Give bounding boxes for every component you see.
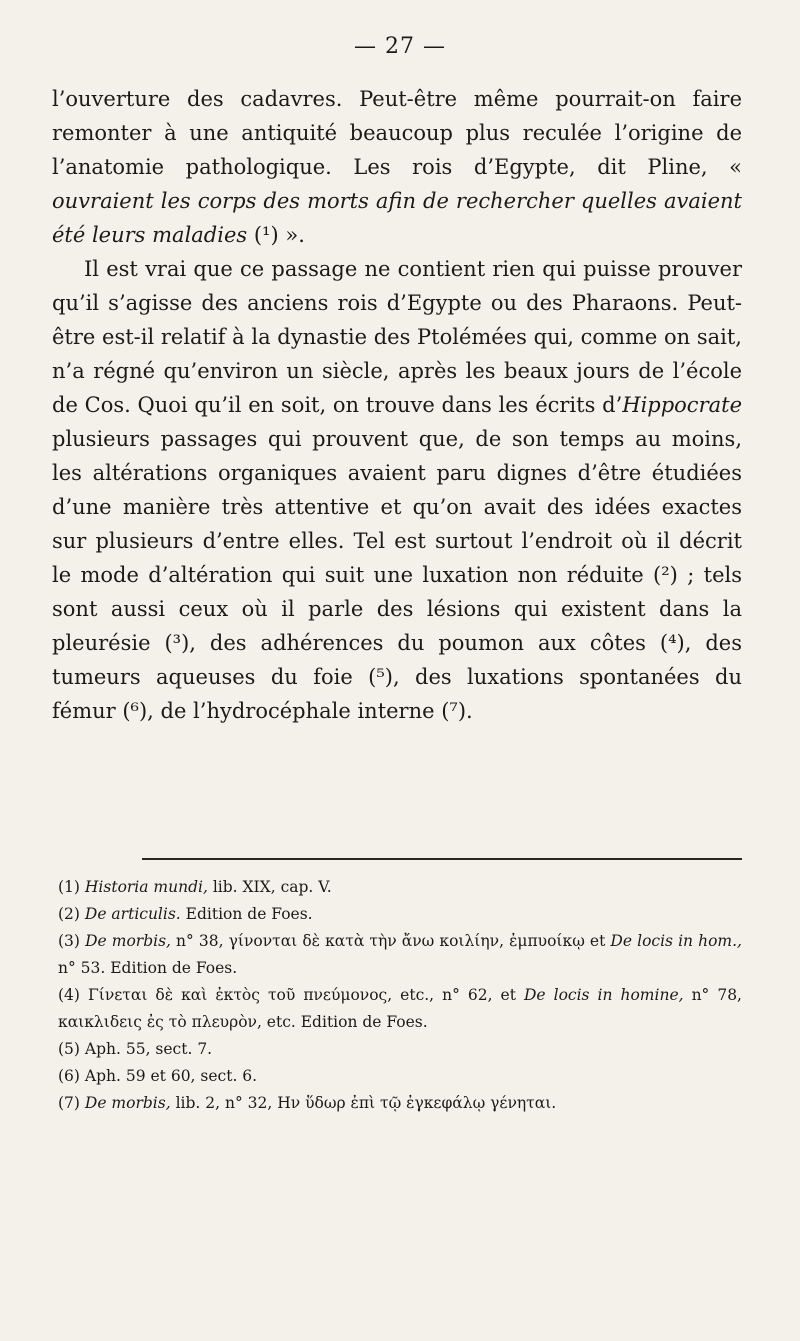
footnote-6: [58, 1063, 742, 1090]
footnote-mark: (3): [58, 932, 80, 950]
pliny-quote: ouvraient les corps des morts afin de rechercher quelles avaient été leurs maladies: [52, 189, 742, 247]
paragraph-1-end: ».: [278, 223, 305, 247]
paragraph-2-text: Il est vrai que ce passage ne contient rien qui puisse prouver qu’il s’agisse des anciens rois d’Egypte ou des Pharaons. Peut-être est-il relatif à la dynastie des Ptolémées qui, comme on sait, n’a régné qu’environ un siècle, après les beaux jours de l’école de Cos. Quoi qu’il en soit, on trouve dans les écrits d’: [52, 257, 742, 417]
footnote-divider: [142, 858, 742, 860]
footnote-mark: (5): [58, 1040, 80, 1058]
main-text: [52, 82, 742, 728]
footnote-ref-1: (¹): [253, 223, 279, 247]
footnote-title: De locis in hom.,: [610, 932, 742, 950]
footnote-mark: (1): [58, 878, 80, 896]
paragraph-1: [52, 82, 742, 252]
footnote-4: [58, 982, 742, 1036]
footnote-mark: (7): [58, 1094, 80, 1112]
footnote-text: lib. 2, n° 32, Ην ὕδωρ ἐπὶ τῷ ἐγκεφάλῳ γένηται.: [170, 1094, 557, 1112]
author-name: Hippocrate: [622, 393, 742, 417]
footnote-mark: (6): [58, 1067, 80, 1085]
footnote-text: lib. XIX, cap. V.: [207, 878, 332, 896]
footnote-mark: (4): [58, 986, 80, 1004]
footnote-title: De morbis,: [84, 1094, 171, 1112]
footnote-1: [58, 874, 742, 901]
footnote-text: Aph. 59 et 60, sect. 6.: [79, 1067, 258, 1085]
footnote-text: Edition de Foes.: [180, 905, 313, 923]
footnote-text: Aph. 55, sect. 7.: [79, 1040, 213, 1058]
paragraph-2: [52, 252, 742, 728]
footnote-7: [58, 1090, 742, 1117]
footnotes: [58, 874, 742, 1117]
footnote-title: De articulis.: [84, 905, 181, 923]
footnote-text: n° 78, καικλιδεις ἐς τὸ πλευρὸν, etc. Edition de Foes.: [58, 986, 742, 1031]
paragraph-2-rest: plusieurs passages qui prouvent que, de son temps au moins, les altérations organiques avaient paru dignes d’être étudiées d’une manière très attentive et qu’on avait des idées exactes sur plusieurs d’entre elles. Tel est surtout l’endroit où il décrit le mode d’altération qui suit une luxation non réduite (²) ; tels sont aussi ceux où il parle des lésions qui existent dans la pleurésie (³), des adhérences du poumon aux côtes (⁴), des tumeurs aqueuses du foie (⁵), des luxations spontanées du fémur (⁶), de l’hydrocéphale interne (⁷).: [52, 427, 742, 723]
footnote-2: [58, 901, 742, 928]
page-number: — 27 —: [354, 34, 446, 59]
footnote-5: [58, 1036, 742, 1063]
footnote-text: n° 53. Edition de Foes.: [58, 959, 238, 977]
footnote-text: Γίνεται δὲ καὶ ἐκτὸς τοῦ πνεύμονος, etc., n° 62, et: [79, 986, 524, 1004]
footnote-3: [58, 928, 742, 982]
footnote-title: De locis in homine,: [524, 986, 684, 1004]
paragraph-1-text: l’ouverture des cadavres. Peut-être même pourrait-on faire remonter à une antiquité beaucoup plus reculée l’origine de l’anatomie pathologique. Les rois d’Egypte, dit Pline, «: [52, 87, 742, 179]
footnote-title: Historia mundi,: [84, 878, 208, 896]
footnote-text: n° 38, γίνονται δὲ κατὰ τὴν ἄνω κοιλίην, ἐμπυοίκῳ et: [170, 932, 611, 950]
footnote-title: De morbis,: [85, 932, 171, 950]
footnote-mark: (2): [58, 905, 80, 923]
